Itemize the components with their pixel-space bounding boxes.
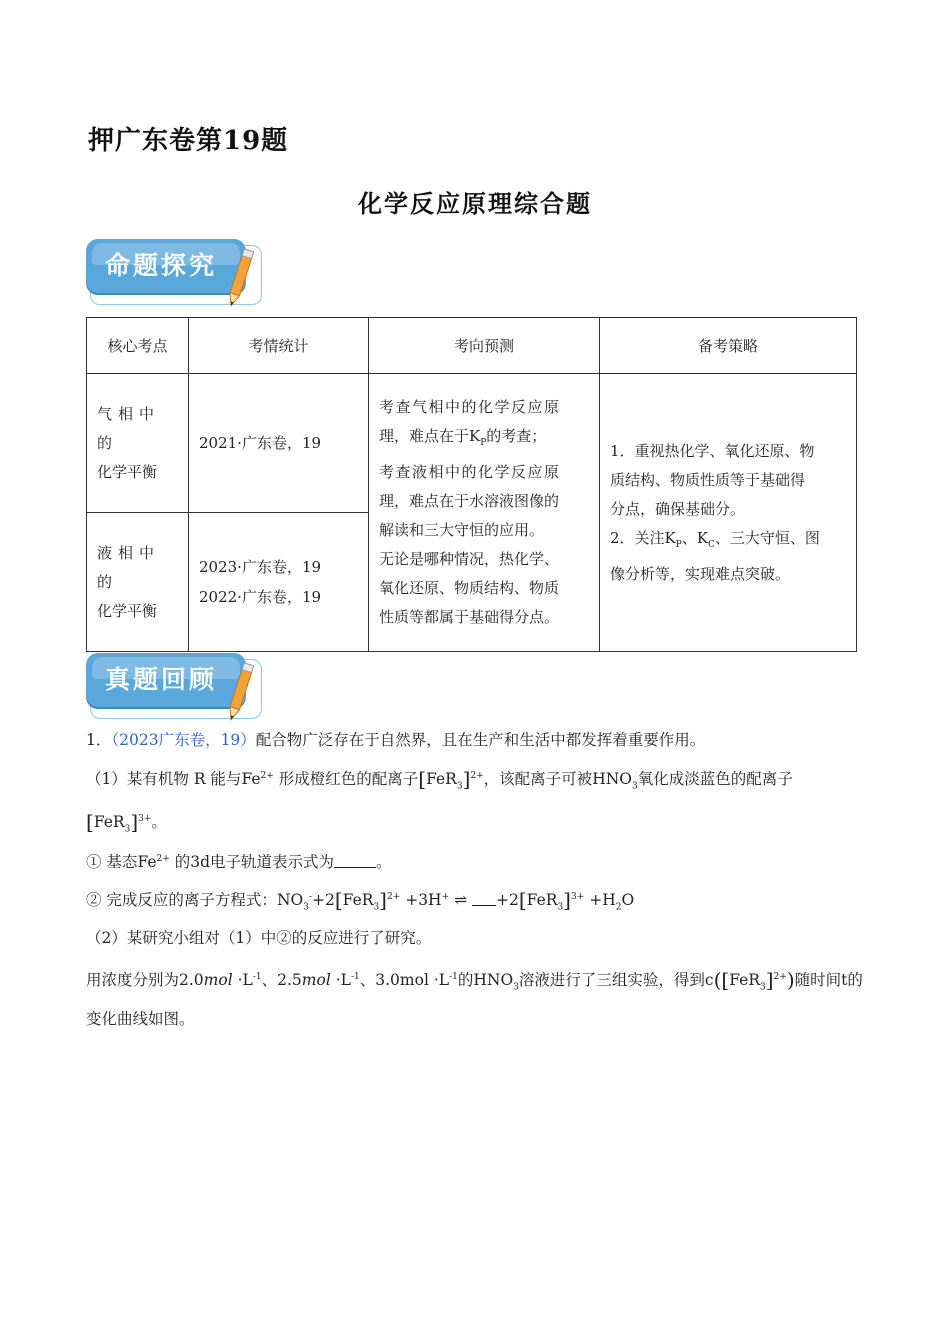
proposition-banner-label: 命题探究: [104, 251, 217, 280]
question-sub2: ② 完成反应的离子方程式：$NO_3^-+2[FeR_3]^{2+} +3H^+$ ⇌ $+2[FeR_3]^{3+} +H_2O$: [86, 888, 635, 913]
table-header-forecast: 考向预测: [369, 318, 600, 374]
question-intro: 1．（2023广东卷，19）配合物广泛存在于自然界，且在生产和生活中都发挥着重要作用。: [86, 731, 706, 749]
question-part1: （1）某有机物 R 能与$Fe^{2+}$ 形成橙红色的配离子$[FeR_3]^{2+}$，该配离子可被$HNO_3$氧化成淡蓝色的配离子: [86, 767, 793, 792]
answer-blank[interactable]: [472, 891, 496, 906]
table-header-stats: 考情统计: [189, 318, 369, 374]
question-part2-end: 变化曲线如图。: [86, 1010, 195, 1028]
table-cell-forecast: 考查气相中的化学反应原 理，难点在于$K_P$的考查； 考查液相中的化学反应原 理，难点在于水溶液图像的 解读和三大守恒的应用。 无论是哪种情况，热化学、 氧化还原、物质结构、物质 性质等都属于基础得分点。: [369, 374, 600, 652]
table-cell-topic: 液相中的 化学平衡: [87, 513, 189, 652]
question-source: （2023广东卷，19）: [111, 731, 256, 749]
page-subtitle: 化学反应原理综合题: [358, 189, 592, 218]
proposition-banner: [86, 239, 262, 307]
pencil-icon: [226, 659, 254, 725]
pencil-icon: [226, 245, 254, 311]
question-part1-cont: $[FeR_3]^{3+}$。: [86, 810, 167, 835]
table-cell-strategy: 1．重视热化学、氧化还原、物 质结构、物质性质等于基础得 分点，确保基础分。 2．关注$K_P$、$K_C$、三大守恒、图 像分析等，实现难点突破。: [600, 374, 857, 652]
question-part2-detail: 用浓度分别为$2.0mol \cdot L^{-1}$、$2.5mol \cdot L^{-1}$、$3.0mol \cdot L^{-1}$的$HNO_3$溶液进行了三组实验，得到$c([FeR_3]^{2+})$随时间t的: [86, 968, 863, 993]
table-header-strategy: 备考策略: [600, 318, 857, 374]
table-cell-stats: 2021·广东卷，19: [189, 374, 369, 513]
page-title: 押广东卷第19题: [88, 126, 289, 156]
answer-blank[interactable]: [334, 853, 376, 868]
past-exam-banner-label: 真题回顾: [104, 665, 217, 694]
question-part2: （2）某研究小组对（1）中②的反应进行了研究。: [86, 929, 432, 947]
past-exam-banner: [86, 653, 262, 721]
question-sub1: ① 基态$Fe^{2+}$ 的3d电子轨道表示式为 。: [86, 853, 392, 872]
table-header-topic: 核心考点: [87, 318, 189, 374]
table-cell-topic: 气相中的 化学平衡: [87, 374, 189, 513]
table-cell-stats: 2023·广东卷，19 2022·广东卷，19: [189, 513, 369, 652]
exam-analysis-table: [86, 317, 857, 652]
